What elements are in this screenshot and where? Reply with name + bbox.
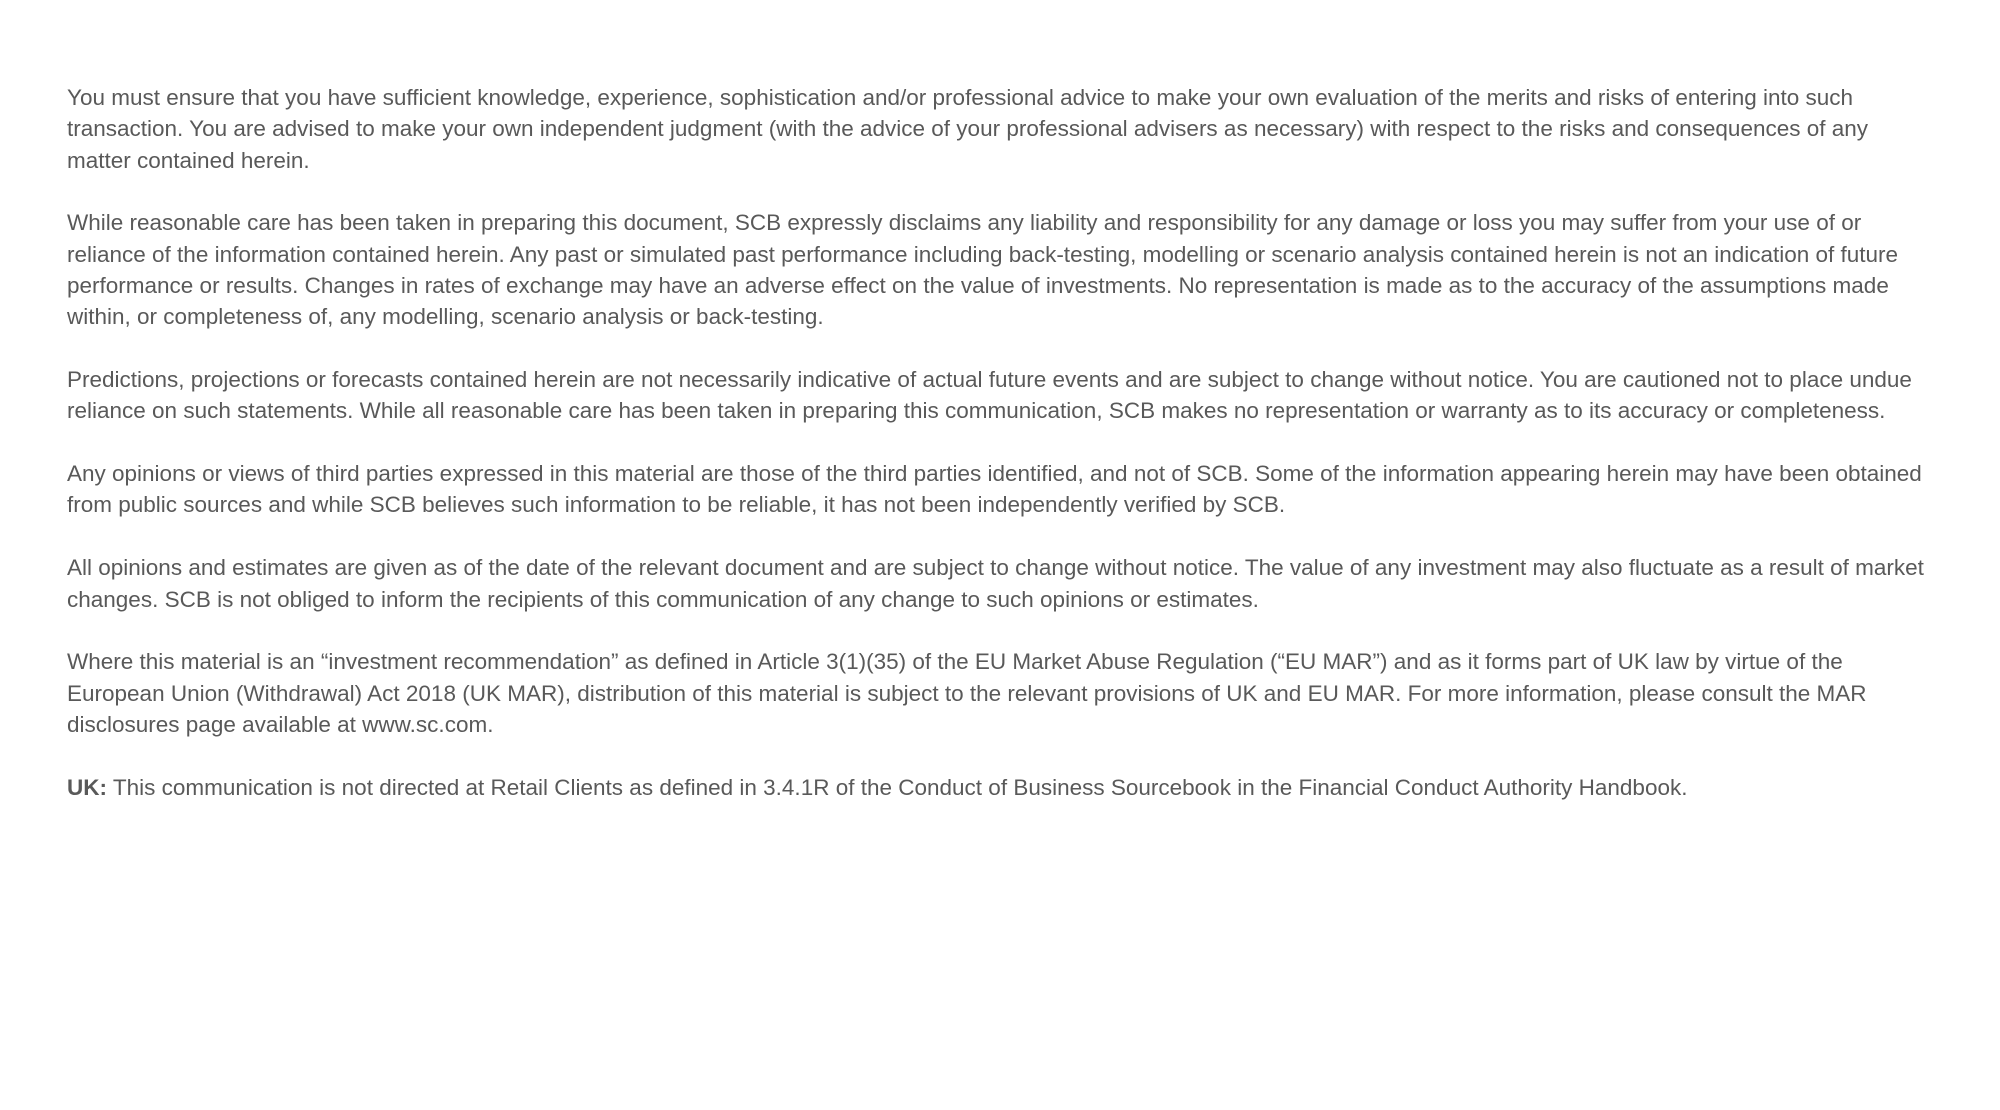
uk-label: UK: xyxy=(67,774,107,800)
disclaimer-document xyxy=(67,82,1937,835)
uk-notice-text: This communication is not directed at Retail Clients as defined in 3.4.1R of the Conduct of Business Sourcebook in the Financial Conduct Authority Handbook. xyxy=(107,774,1688,800)
disclaimer-paragraph-forecasts: Predictions, projections or forecasts contained herein are not necessarily indicative of actual future events and are subject to change without notice. You are cautioned not to place undue reliance on such statements. While all reasonable care has been taken in preparing this communication, SCB makes no representation or warranty as to its accuracy or completeness. xyxy=(67,367,1912,424)
disclaimer-paragraph-evaluation: You must ensure that you have sufficient knowledge, experience, sophistication and/or professional advice to make your own evaluation of the merits and risks of entering into such transaction. You are advised to make your own independent judgment (with the advice of your professional advisers as necessary) with respect to the risks and consequences of any matter contained herein. xyxy=(67,85,1869,173)
disclaimer-paragraph-third-parties: Any opinions or views of third parties expressed in this material are those of the third parties identified, and not of SCB. Some of the information appearing herein may have been obtained from public sources and while SCB believes such information to be reliable, it has not been independently verified by SCB. xyxy=(67,461,1922,518)
disclaimer-paragraph-mar: Where this material is an “investment recommendation” as defined in Article 3(1)(35) of the EU Market Abuse Regulation (“EU MAR”) and as it forms part of UK law by virtue of the European Union (Withdrawal) Act 2018 (UK MAR), distribution of this material is subject to the relevant provisions of UK and EU MAR. For more information, please consult the MAR disclosures page available at www.sc.com. xyxy=(67,649,1867,737)
disclaimer-paragraph-opinions: All opinions and estimates are given as of the date of the relevant document and are subject to change without notice. The value of any investment may also fluctuate as a result of market changes. SCB is not obliged to inform the recipients of this communication of any change to such opinions or estimates. xyxy=(67,555,1924,612)
disclaimer-paragraph-liability: While reasonable care has been taken in preparing this document, SCB expressly disclaims any liability and responsibility for any damage or loss you may suffer from your use of or reliance of the information contained herein. Any past or simulated past performance including back-testing, modelling or scenario analysis contained herein is not an indication of future performance or results. Changes in rates of exchange may have an adverse effect on the value of investments. No representation is made as to the accuracy of the assumptions made within, or completeness of, any modelling, scenario analysis or back-testing. xyxy=(67,210,1899,330)
disclaimer-paragraph-uk xyxy=(67,772,1937,803)
